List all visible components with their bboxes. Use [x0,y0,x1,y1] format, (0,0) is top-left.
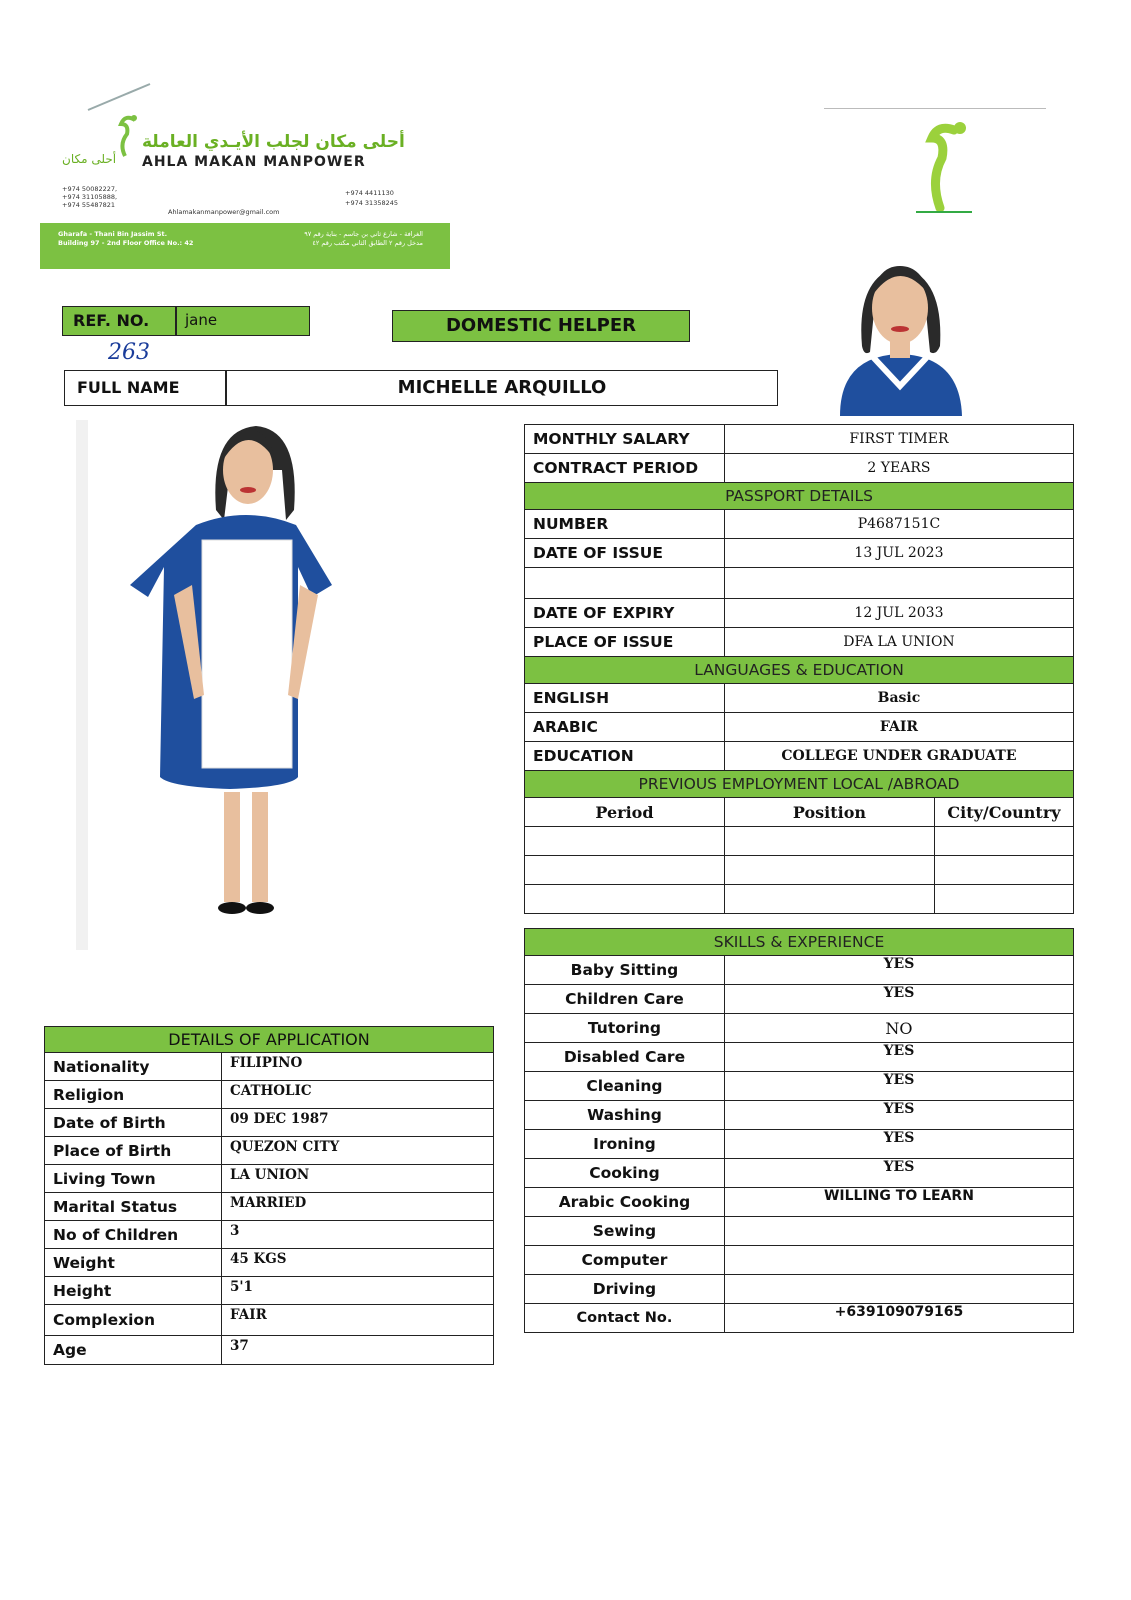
empty-cell [724,568,1073,599]
details-table [44,1026,494,1365]
table-row [525,454,1074,483]
detail-label: Weight [45,1249,222,1277]
section-row [525,483,1074,510]
empty-cell [724,885,934,914]
empty-cell [724,827,934,856]
table-row [45,1081,494,1109]
passport-section-header: PASSPORT DETAILS [525,483,1074,510]
table-row [525,713,1074,742]
detail-value: 37 [222,1336,494,1365]
divider [824,108,1046,109]
ref-no-value: jane [176,306,310,336]
table-row [525,628,1074,657]
empty-cell [934,856,1073,885]
contact-value: +639109079165 [724,1304,1073,1333]
table-row [45,1336,494,1365]
skill-value [724,1275,1073,1304]
table-row [525,1304,1074,1333]
address-line: Gharafa - Thani Bin Jassim St. [58,230,168,238]
table-row [525,1014,1074,1043]
education-label: EDUCATION [525,742,725,771]
table-row [525,425,1074,454]
skill-label: Cleaning [525,1072,725,1101]
detail-label: Marital Status [45,1193,222,1221]
table-row [525,1072,1074,1101]
arabic-value: FAIR [724,713,1073,742]
skill-label: Baby Sitting [525,956,725,985]
detail-label: Religion [45,1081,222,1109]
passport-number-value: P4687151C [724,510,1073,539]
position-header: Position [724,798,934,827]
table-row [525,568,1074,599]
monthly-salary-value: FIRST TIMER [724,425,1073,454]
table-row [45,1053,494,1081]
table-row [525,985,1074,1014]
skills-section-header: SKILLS & EXPERIENCE [525,929,1074,956]
empty-cell [934,827,1073,856]
table-row [45,1249,494,1277]
headshot-photo [800,226,1000,416]
address-line: مدخل رقم ٢ الطابق الثاني مكتب رقم ٤٢ [312,239,423,247]
english-label: ENGLISH [525,684,725,713]
phone-number: +974 31105888, [62,193,118,201]
education-value: COLLEGE UNDER GRADUATE [724,742,1073,771]
empty-cell [525,885,725,914]
skill-value: YES [724,1043,1073,1072]
detail-label: Living Town [45,1165,222,1193]
skill-value: YES [724,1072,1073,1101]
detail-value: QUEZON CITY [222,1137,494,1165]
detail-label: Nationality [45,1053,222,1081]
contract-period-label: CONTRACT PERIOD [525,454,725,483]
table-row [525,539,1074,568]
empty-cell [934,885,1073,914]
english-value: Basic [724,684,1073,713]
skill-label: Disabled Care [525,1043,725,1072]
table-row [525,1275,1074,1304]
table-row [525,956,1074,985]
detail-value: MARRIED [222,1193,494,1221]
phone-list-right [345,188,398,208]
table-row [525,1101,1074,1130]
phone-number: +974 4411130 [345,189,394,197]
company-header [40,80,450,270]
detail-label: Complexion [45,1305,222,1336]
detail-value: CATHOLIC [222,1081,494,1109]
skill-label: Driving [525,1275,725,1304]
table-row [45,1277,494,1305]
detail-value: 45 KGS [222,1249,494,1277]
table-row [45,1305,494,1336]
skill-value: YES [724,956,1073,985]
table-row [525,684,1074,713]
phone-list [62,185,172,209]
passport-number-label: NUMBER [525,510,725,539]
detail-label: No of Children [45,1221,222,1249]
empty-cell [724,856,934,885]
phone-number: +974 50082227, [62,185,118,193]
address-arabic [238,230,423,248]
empty-cell [525,827,725,856]
table-row [525,742,1074,771]
address-english [58,230,193,248]
detail-value: FAIR [222,1305,494,1336]
email-text: Ahlamakanmanpower@gmail.com [168,208,280,216]
monthly-salary-label: MONTHLY SALARY [525,425,725,454]
detail-label: Place of Birth [45,1137,222,1165]
full-body-photo [76,420,416,950]
date-of-issue-label: DATE OF ISSUE [525,539,725,568]
skill-label: Ironing [525,1130,725,1159]
table-row [525,885,1074,914]
skill-value: YES [724,985,1073,1014]
company-name-arabic: أحلى مكان لجلب الأيـدي العاملة [142,132,405,152]
skill-label: Computer [525,1246,725,1275]
table-row [525,798,1074,827]
detail-label: Age [45,1336,222,1365]
table-row [525,1130,1074,1159]
detail-value: LA UNION [222,1165,494,1193]
details-section-header: DETAILS OF APPLICATION [45,1027,494,1053]
place-of-issue-label: PLACE OF ISSUE [525,628,725,657]
section-row [525,929,1074,956]
contact-label: Contact No. [525,1304,725,1333]
city-country-header: City/Country [934,798,1073,827]
table-row [525,914,1074,929]
job-title: DOMESTIC HELPER [392,310,690,342]
ref-no-label: REF. NO. [62,306,176,336]
section-row [525,771,1074,798]
table-row [525,1159,1074,1188]
table-row [525,1043,1074,1072]
skill-label: Washing [525,1101,725,1130]
date-of-expiry-label: DATE OF EXPIRY [525,599,725,628]
place-of-issue-value: DFA LA UNION [724,628,1073,657]
table-row [45,1221,494,1249]
arabic-label: ARABIC [525,713,725,742]
address-line: Building 97 - 2nd Floor Office No.: 42 [58,239,194,247]
skill-label: Children Care [525,985,725,1014]
date-of-issue-value: 13 JUL 2023 [724,539,1073,568]
table-row [45,1109,494,1137]
detail-value: 3 [222,1221,494,1249]
table-row [525,1246,1074,1275]
skill-label: Arabic Cooking [525,1188,725,1217]
table-row [525,1188,1074,1217]
skill-label: Sewing [525,1217,725,1246]
detail-label: Date of Birth [45,1109,222,1137]
table-row [45,1165,494,1193]
full-name-value: MICHELLE ARQUILLO [226,370,778,406]
table-row [45,1193,494,1221]
table-row [525,1217,1074,1246]
table-row [525,510,1074,539]
detail-label: Height [45,1277,222,1305]
logo-mark-icon [906,118,986,216]
employment-section-header: PREVIOUS EMPLOYMENT LOCAL /ABROAD [525,771,1074,798]
company-name: AHLA MAKAN MANPOWER [142,154,366,170]
empty-cell [525,856,725,885]
table-row [525,827,1074,856]
section-row [525,657,1074,684]
skill-label: Tutoring [525,1014,725,1043]
table-row [525,856,1074,885]
detail-value: FILIPINO [222,1053,494,1081]
address-line: الغرافة - شارع ثاني بن جاسم - بناية رقم ٩٧ [304,230,423,238]
skill-value: YES [724,1101,1073,1130]
logo-text: أحلى مكان [62,152,117,166]
skill-value [724,1217,1073,1246]
spacer [525,914,1074,929]
full-name-label: FULL NAME [64,370,226,406]
phone-number: +974 31358245 [345,199,399,207]
languages-section-header: LANGUAGES & EDUCATION [525,657,1074,684]
skill-value: YES [724,1130,1073,1159]
phone-number: +974 55487821 [62,201,116,209]
skill-label: Cooking [525,1159,725,1188]
profile-table [524,424,1074,1333]
period-header: Period [525,798,725,827]
skill-value [724,1246,1073,1275]
skill-value: YES [724,1159,1073,1188]
contract-period-value: 2 YEARS [724,454,1073,483]
section-row [45,1027,494,1053]
handwritten-ref: 263 [108,340,150,365]
date-of-expiry-value: 12 JUL 2033 [724,599,1073,628]
skill-value: NO [724,1014,1073,1043]
skill-value: WILLING TO LEARN [724,1188,1073,1217]
detail-value: 5'1 [222,1277,494,1305]
empty-cell [525,568,725,599]
detail-value: 09 DEC 1987 [222,1109,494,1137]
table-row [525,599,1074,628]
table-row [45,1137,494,1165]
